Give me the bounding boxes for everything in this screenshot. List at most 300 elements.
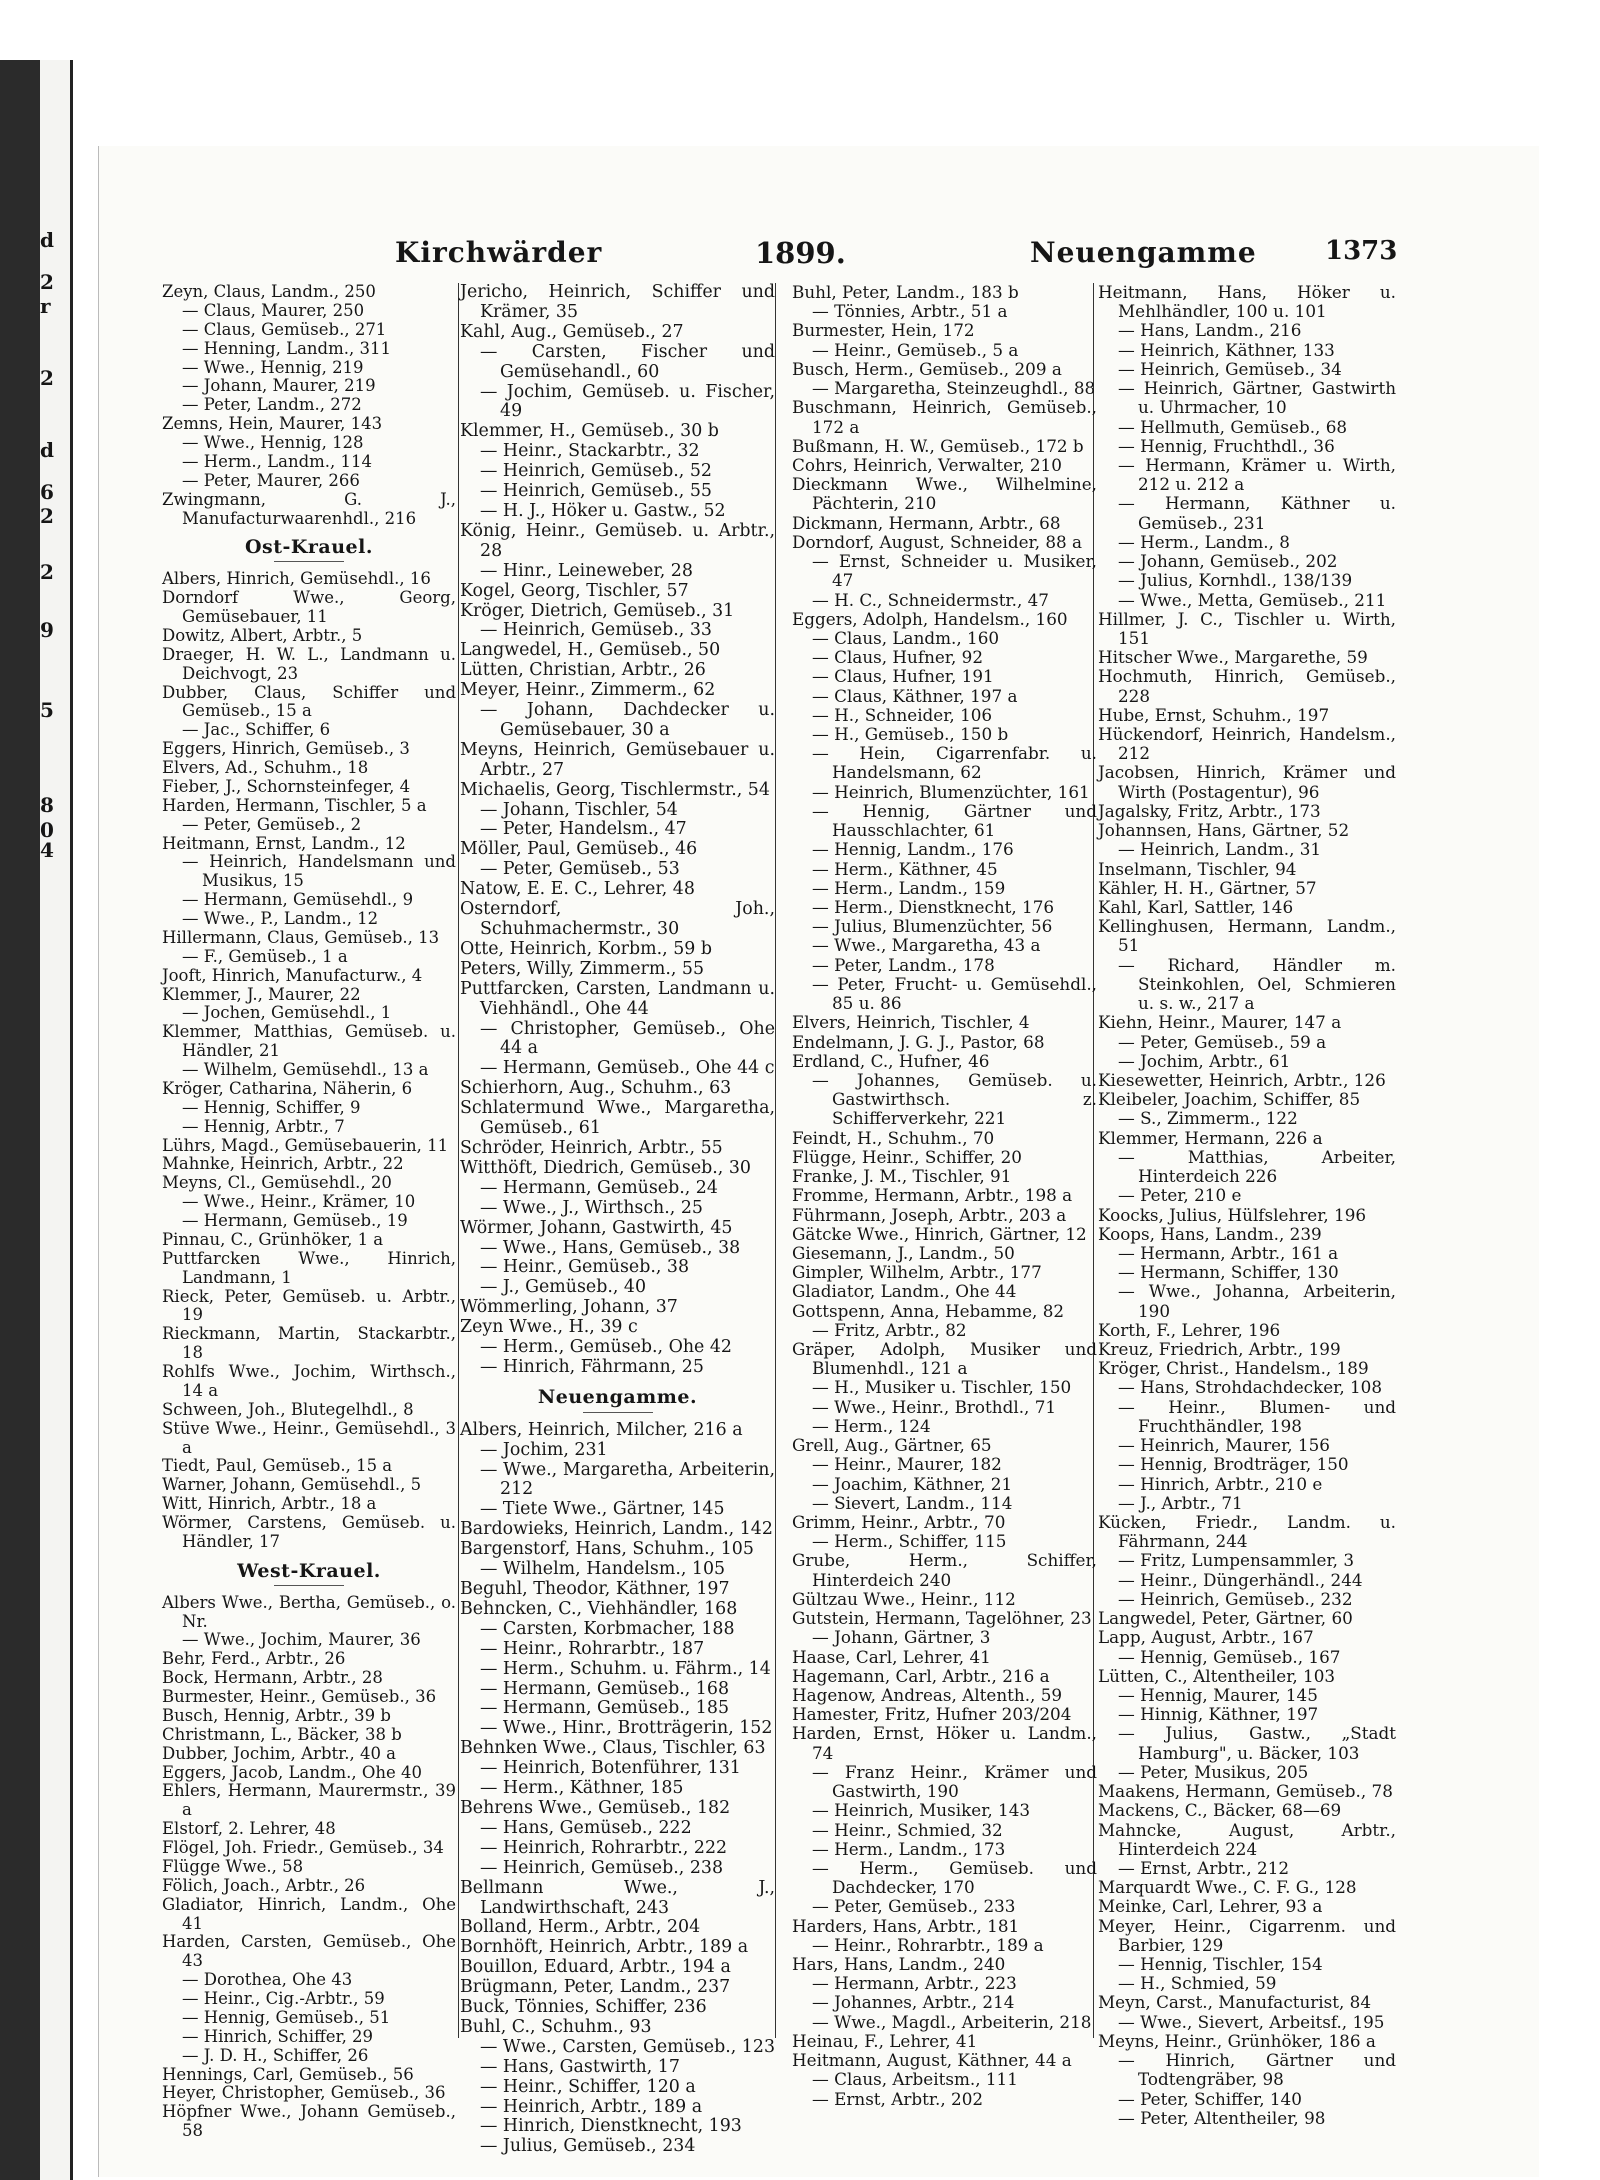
directory-entry: Dieckmann Wwe., Wilhelmine, Pächterin, 210 <box>792 474 1097 514</box>
directory-entry: Witthöft, Diedrich, Gemüseb., 30 <box>460 1157 751 1178</box>
directory-entry: — Wwe., Carsten, Gemüseb., 123 <box>480 2036 776 2057</box>
directory-entry: — Tiete Wwe., Gärtner, 145 <box>480 1499 725 1520</box>
directory-entry: — Heinrich, Gemüseb., 33 <box>480 620 712 641</box>
directory-column-1 <box>162 283 456 2141</box>
directory-entry: — Heinrich, Handelsmann und Musikus, 15 <box>182 852 456 891</box>
directory-entry: — Johann, Gemüseb., 202 <box>1118 551 1338 572</box>
directory-entry: Eggers, Jacob, Landm., Ohe 40 <box>162 1762 422 1782</box>
directory-entry: Klemmer, J., Maurer, 22 <box>162 984 361 1004</box>
directory-entry: — J., Arbtr., 71 <box>1118 1492 1243 1513</box>
directory-entry: Elstorf, 2. Lehrer, 48 <box>162 1819 336 1839</box>
directory-entry: — Wwe., Hennig, 128 <box>182 433 364 452</box>
directory-entry: Witt, Hinrich, Arbtr., 18 a <box>162 1494 377 1514</box>
directory-entry: — Heinrich, Gärtner, Gastwirth u. Uhrmacher, 10 <box>1118 378 1396 418</box>
directory-entry: — Johann, Maurer, 219 <box>182 376 376 396</box>
directory-entry: Kleibeler, Joachim, Schiffer, 85 <box>1098 1089 1361 1110</box>
directory-entry: — Heinrich, Gemüseb., 232 <box>1118 1588 1353 1609</box>
directory-entry: Kähler, H. H., Gärtner, 57 <box>1098 877 1317 898</box>
directory-entry: Hamester, Fritz, Hufner 203/204 <box>792 1704 1072 1725</box>
directory-entry: Hagenow, Andreas, Altenth., 59 <box>792 1684 1063 1705</box>
directory-entry: Kreuz, Friedrich, Arbtr., 199 <box>1098 1339 1341 1360</box>
directory-entry: — Peter, Gemüseb., 53 <box>480 859 680 880</box>
directory-entry: — Hennig, Arbtr., 7 <box>182 1116 345 1136</box>
directory-entry: Hillmer, J. C., Tischler u. Wirth, 151 <box>1098 608 1396 648</box>
directory-entry: Kröger, Dietrich, Gemüseb., 31 <box>460 600 735 621</box>
directory-entry: — Hermann, Gemüsehdl., 9 <box>182 890 414 910</box>
directory-entry: — Peter, Maurer, 266 <box>182 470 360 490</box>
directory-entry: Buhl, Peter, Landm., 183 b <box>792 282 1019 302</box>
directory-entry: — Peter, Landm., 272 <box>182 395 362 415</box>
directory-entry: Kröger, Catharina, Näherin, 6 <box>162 1078 413 1098</box>
directory-entry: — Heinr., Maurer, 182 <box>812 1454 1002 1475</box>
directory-entry: — Heinr., Düngerhändl., 244 <box>1118 1569 1363 1590</box>
directory-entry: — Hellmuth, Gemüseb., 68 <box>1118 416 1348 437</box>
directory-entry: Kücken, Friedr., Landm. u. Fährmann, 244 <box>1098 1512 1396 1552</box>
directory-entry: Ehlers, Hermann, Maurermstr., 39 a <box>162 1781 456 1820</box>
directory-entry: — Hennig, Schiffer, 9 <box>182 1097 361 1117</box>
directory-entry: Meyn, Carst., Manufacturist, 84 <box>1098 1992 1372 2013</box>
directory-entry: — Claus, Käthner, 197 a <box>812 685 1018 706</box>
directory-entry: — Heinrich, Käthner, 133 <box>1118 339 1335 360</box>
directory-entry: — Hennig, Gärtner und Hausschlachter, 61 <box>812 800 1097 841</box>
directory-entry: — Hans, Landm., 216 <box>1118 320 1302 341</box>
directory-entry: Albers, Hinrich, Gemüsehdl., 16 <box>162 569 431 589</box>
directory-entry: Bardowieks, Heinrich, Landm., 142 <box>460 1519 773 1540</box>
directory-entry: Langwedel, Peter, Gärtner, 60 <box>1098 1608 1353 1629</box>
margin-fragment: 5 <box>40 698 54 722</box>
section-heading: West-Krauel. <box>162 1562 456 1586</box>
directory-entry: — Heinr., Rohrarbtr., 187 <box>480 1638 705 1659</box>
directory-entry: Elvers, Ad., Schuhm., 18 <box>162 758 369 777</box>
directory-entry: Rieck, Peter, Gemüseb. u. Arbtr., 19 <box>162 1286 456 1325</box>
directory-entry: Lütten, Christian, Arbtr., 26 <box>460 660 706 681</box>
directory-entry: Zemns, Hein, Maurer, 143 <box>162 414 383 434</box>
directory-entry: — Wwe., Heinr., Brothdl., 71 <box>812 1396 1057 1417</box>
directory-entry: Zwingmann, G. J., Manufacturwaarenhdl., 216 <box>162 489 456 528</box>
directory-entry: — H. C., Schneidermstr., 47 <box>812 589 1049 610</box>
directory-entry: — Peter, Gemüseb., 59 a <box>1118 1031 1327 1052</box>
directory-entry: Dubber, Jochim, Arbtr., 40 a <box>162 1743 397 1763</box>
directory-entry: — Dorothea, Ohe 43 <box>182 1970 353 1990</box>
directory-entry: Meyer, Heinr., Zimmerm., 62 <box>460 680 716 701</box>
directory-entry: — Wwe., J., Wirthsch., 25 <box>480 1197 703 1218</box>
page-number: 1373 <box>1325 236 1398 266</box>
directory-entry: — Herm., Gemüseb., Ohe 42 <box>480 1337 732 1358</box>
directory-entry: — Hermann, Gemüseb., 24 <box>480 1177 718 1198</box>
directory-entry: Bornhöft, Heinrich, Arbtr., 189 a <box>460 1937 749 1958</box>
directory-entry: Lütten, C., Altentheiler, 103 <box>1098 1665 1336 1686</box>
directory-entry: Rieckmann, Martin, Stackarbtr., 18 <box>162 1324 456 1363</box>
margin-fragment: 8 <box>40 793 54 817</box>
directory-entry: — J. D. H., Schiffer, 26 <box>182 2045 369 2065</box>
directory-entry: — Heinrich, Arbtr., 189 a <box>480 2096 703 2117</box>
directory-entry: Gültzau Wwe., Heinr., 112 <box>792 1588 1016 1609</box>
directory-entry: — Heinr., Schmied, 32 <box>812 1819 1003 1840</box>
directory-entry: — Herm., Dienstknecht, 176 <box>812 897 1055 917</box>
directory-entry: Behnken Wwe., Claus, Tischler, 63 <box>460 1738 766 1759</box>
directory-entry: — H., Schmied, 59 <box>1118 1973 1277 1994</box>
directory-entry: Burmester, Heinr., Gemüseb., 36 <box>162 1687 437 1706</box>
directory-entry: Bolland, Herm., Arbtr., 204 <box>460 1917 701 1938</box>
directory-entry: Zeyn, Claus, Landm., 250 <box>162 282 376 301</box>
directory-entry: Heitmann, Ernst, Landm., 12 <box>162 833 406 853</box>
directory-entry: Kahl, Karl, Sattler, 146 <box>1098 897 1294 917</box>
directory-entry: — Margaretha, Steinzeughdl., 88 <box>812 378 1096 399</box>
directory-entry: Führmann, Joseph, Arbtr., 203 a <box>792 1204 1067 1225</box>
directory-entry: — Heinr., Blumen- und Fruchthändler, 198 <box>1118 1396 1396 1436</box>
directory-entry: — Heinr., Cig.-Arbtr., 59 <box>182 1989 385 2008</box>
directory-entry: — Heinrich, Musiker, 143 <box>812 1800 1031 1821</box>
directory-column-2 <box>460 283 775 2157</box>
directory-entry: Fieber, J., Schornsteinfeger, 4 <box>162 776 411 796</box>
directory-entry: Fölich, Joach., Arbtr., 26 <box>162 1875 366 1895</box>
directory-entry: Gottspenn, Anna, Hebamme, 82 <box>792 1300 1065 1321</box>
directory-entry: — Hermann, Gemüseb., 168 <box>480 1678 730 1699</box>
directory-entry: — Peter, Landm., 178 <box>812 954 995 975</box>
directory-entry: Warner, Johann, Gemüsehdl., 5 <box>162 1475 422 1495</box>
directory-entry: — Hinr., Leineweber, 28 <box>480 560 693 581</box>
directory-entry: Meyns, Cl., Gemüsehdl., 20 <box>162 1173 392 1193</box>
directory-entry: Flügge, Heinr., Schiffer, 20 <box>792 1146 1022 1167</box>
directory-entry: Wörmer, Johann, Gastwirth, 45 <box>460 1217 733 1238</box>
directory-entry: — Herm., Landm., 159 <box>812 877 1006 898</box>
directory-entry: — Peter, 210 e <box>1118 1185 1242 1206</box>
directory-entry: Hagemann, Carl, Arbtr., 216 a <box>792 1665 1050 1686</box>
directory-entry: Kahl, Aug., Gemüseb., 27 <box>460 321 684 342</box>
directory-entry: — Heinrich, Gemüseb., 52 <box>480 461 712 482</box>
directory-entry: Grimm, Heinr., Arbtr., 70 <box>792 1512 1006 1532</box>
directory-entry: Behrens Wwe., Gemüseb., 182 <box>460 1797 731 1818</box>
directory-entry: — Hinrich, Dienstknecht, 193 <box>480 2116 742 2137</box>
directory-entry: Zeyn Wwe., H., 39 c <box>460 1317 638 1338</box>
directory-entry: — Heinrich, Botenführer, 131 <box>480 1758 741 1779</box>
header-left-title: Kirchwärder <box>395 236 603 269</box>
directory-entry: — Carsten, Fischer und Gemüsehandl., 60 <box>480 341 775 382</box>
directory-entry: — Herm., Landm., 8 <box>1118 531 1290 552</box>
directory-entry: Behr, Ferd., Arbtr., 26 <box>162 1649 346 1669</box>
directory-entry: Harden, Carsten, Gemüseb., Ohe 43 <box>162 1932 456 1971</box>
margin-fragment: 6 <box>40 480 54 504</box>
directory-entry: — Heinr., Schiffer, 120 a <box>480 2076 696 2097</box>
directory-entry: — Herm., Käthner, 185 <box>480 1778 684 1799</box>
directory-entry: Burmester, Hein, 172 <box>792 320 975 341</box>
directory-entry: — Peter, Schiffer, 140 <box>1118 2088 1302 2109</box>
directory-entry: Möller, Paul, Gemüseb., 46 <box>460 839 698 860</box>
directory-entry: Endelmann, J. G. J., Pastor, 68 <box>792 1031 1045 1052</box>
directory-entry: König, Heinr., Gemüseb. u. Arbtr., 28 <box>460 520 775 561</box>
directory-entry: Fromme, Hermann, Arbtr., 198 a <box>792 1185 1073 1206</box>
directory-entry: Heinau, F., Lehrer, 41 <box>792 2030 978 2051</box>
directory-entry: — Wwe., Heinr., Krämer, 10 <box>182 1192 416 1212</box>
directory-entry: — Henning, Landm., 311 <box>182 338 391 358</box>
directory-entry: Harden, Ernst, Höker u. Landm., 74 <box>792 1723 1097 1763</box>
directory-entry: Dickmann, Hermann, Arbtr., 68 <box>792 512 1061 533</box>
directory-entry: — F., Gemüseb., 1 a <box>182 946 348 966</box>
directory-entry: Gätcke Wwe., Hinrich, Gärtner, 12 <box>792 1223 1087 1244</box>
directory-entry: Gladiator, Hinrich, Landm., Ohe 41 <box>162 1894 456 1933</box>
directory-entry: — Richard, Händler m. Steinkohlen, Oel, Schmieren u. s. w., 217 a <box>1118 954 1396 1014</box>
directory-entry: — J., Gemüseb., 40 <box>480 1277 647 1298</box>
margin-fragment: 0 <box>40 818 54 842</box>
directory-entry: Draeger, H. W. L., Landmann u. Deichvogt, 23 <box>162 644 456 683</box>
directory-entry: — Heinr., Gemüseb., 5 a <box>812 339 1019 360</box>
directory-entry: Schween, Joh., Blutegelhdl., 8 <box>162 1399 414 1419</box>
directory-entry: Maakens, Hermann, Gemüseb., 78 <box>1098 1781 1393 1802</box>
margin-fragment: 9 <box>40 618 54 642</box>
directory-entry: — Hermann, Gemüseb., Ohe 44 c <box>480 1058 775 1079</box>
directory-entry: Hückendorf, Heinrich, Handelsm., 212 <box>1098 724 1396 764</box>
running-header <box>300 236 1398 276</box>
directory-entry: Schröder, Heinrich, Arbtr., 55 <box>460 1137 723 1158</box>
directory-entry: Bock, Hermann, Arbtr., 28 <box>162 1668 383 1688</box>
directory-entry: Wömmerling, Johann, 37 <box>460 1297 678 1318</box>
directory-entry: Klemmer, Hermann, 226 a <box>1098 1127 1323 1148</box>
directory-entry: Buhl, C., Schuhm., 93 <box>460 2016 652 2037</box>
directory-entry: — Heinr., Gemüseb., 38 <box>480 1257 690 1278</box>
directory-entry: Hillermann, Claus, Gemüseb., 13 <box>162 927 440 947</box>
directory-entry: Buschmann, Heinrich, Gemüseb., 172 a <box>792 397 1097 437</box>
directory-entry: Meyns, Heinrich, Gemüsebauer u. Arbtr., 27 <box>460 739 775 780</box>
directory-entry: Otte, Heinrich, Korbm., 59 b <box>460 938 712 959</box>
directory-entry: — Hans, Gastwirth, 17 <box>480 2056 680 2077</box>
directory-entry: — Johann, Tischler, 54 <box>480 799 678 820</box>
directory-entry: Jericho, Heinrich, Schiffer und Krämer, 35 <box>460 282 775 322</box>
directory-entry: — Wwe., Magdl., Arbeiterin, 218 <box>812 2011 1092 2032</box>
directory-entry: — Herm., Schuhm. u. Fährm., 14 <box>480 1658 771 1679</box>
directory-entry: — Ernst, Arbtr., 212 <box>1118 1857 1290 1878</box>
directory-entry: — Peter, Gemüseb., 233 <box>812 1896 1016 1917</box>
directory-entry: Puttfarcken Wwe., Hinrich, Landmann, 1 <box>162 1248 456 1287</box>
directory-entry: — Jochim, Gemüseb. u. Fischer, 49 <box>480 381 775 422</box>
directory-entry: Heitmann, Hans, Höker u. Mehlhändler, 100 u. 101 <box>1098 282 1396 322</box>
directory-entry: Heitmann, August, Käthner, 44 a <box>792 2050 1072 2071</box>
directory-entry: Jacobsen, Hinrich, Krämer und Wirth (Postagentur), 96 <box>1098 762 1396 802</box>
directory-entry: Gutstein, Hermann, Tagelöhner, 23 <box>792 1608 1092 1629</box>
directory-entry: — Wilhelm, Handelsm., 105 <box>480 1559 726 1580</box>
directory-entry: — H., Gemüseb., 150 b <box>812 724 1009 745</box>
directory-entry: — Herm., Landm., 114 <box>182 451 373 471</box>
directory-entry: — Ernst, Arbtr., 202 <box>812 2088 984 2109</box>
directory-entry: — Heinrich, Landm., 31 <box>1118 839 1322 860</box>
directory-entry: Harden, Hermann, Tischler, 5 a <box>162 795 427 815</box>
directory-entry: Höpfner Wwe., Johann Gemüseb., 58 <box>162 2102 456 2141</box>
directory-entry: — Wwe., Margaretha, Arbeiterin, 212 <box>480 1459 775 1500</box>
directory-entry: — Hennig, Landm., 176 <box>812 839 1014 860</box>
directory-entry: — Hinrich, Fährmann, 25 <box>480 1356 704 1377</box>
directory-entry: Natow, E. E. C., Lehrer, 48 <box>460 879 695 900</box>
directory-entry: — Julius, Kornhdl., 138/139 <box>1118 570 1353 591</box>
directory-entry: — Hermann, Arbtr., 161 a <box>1118 1242 1339 1263</box>
column-rule <box>775 283 776 2038</box>
directory-entry: — Hermann, Schiffer, 130 <box>1118 1262 1339 1283</box>
directory-entry: Beguhl, Theodor, Käthner, 197 <box>460 1579 730 1599</box>
directory-entry: — Claus, Hufner, 191 <box>812 666 994 687</box>
directory-entry: Heyer, Christopher, Gemüseb., 36 <box>162 2083 446 2103</box>
directory-entry: Dubber, Claus, Schiffer und Gemüseb., 15 a <box>162 682 456 721</box>
directory-entry: Erdland, C., Hufner, 46 <box>792 1050 990 1071</box>
directory-entry: Meyns, Heinr., Grünhöker, 186 a <box>1098 2030 1376 2051</box>
directory-entry: — Claus, Landm., 160 <box>812 627 1000 648</box>
directory-entry: Koocks, Julius, Hülfslehrer, 196 <box>1098 1204 1367 1225</box>
directory-entry: Busch, Hennig, Arbtr., 39 b <box>162 1705 391 1725</box>
directory-entry: Kellinghusen, Hermann, Landm., 51 <box>1098 916 1396 956</box>
directory-entry: — Hans, Gemüseb., 222 <box>480 1817 692 1838</box>
directory-entry: Hube, Ernst, Schuhm., 197 <box>1098 704 1330 725</box>
directory-entry: — Johannes, Gemüseb. u. Gastwirthsch. z. Schifferverkehr, 221 <box>812 1069 1097 1129</box>
directory-entry: Kogel, Georg, Tischler, 57 <box>460 580 689 601</box>
directory-entry: Albers, Heinrich, Milcher, 216 a <box>460 1419 743 1440</box>
directory-entry: — Wwe., Hennig, 219 <box>182 357 364 377</box>
directory-entry: — Peter, Handelsm., 47 <box>480 819 687 840</box>
directory-entry: — Hermann, Käthner u. Gemüseb., 231 <box>1118 493 1396 533</box>
directory-entry: Lührs, Magd., Gemüsebauerin, 11 <box>162 1135 449 1155</box>
directory-entry: — Heinrich, Maurer, 156 <box>1118 1435 1330 1456</box>
directory-entry: Dowitz, Albert, Arbtr., 5 <box>162 625 363 645</box>
directory-entry: — Wwe., Jochim, Maurer, 36 <box>182 1630 421 1650</box>
directory-entry: — Hein, Cigarrenfabr. u. Handelsmann, 62 <box>812 743 1097 783</box>
directory-entry: — Hermann, Gemüseb., 185 <box>480 1698 730 1719</box>
directory-entry: — Jac., Schiffer, 6 <box>182 720 331 740</box>
directory-entry: Michaelis, Georg, Tischlermstr., 54 <box>460 779 770 800</box>
directory-entry: Hennings, Carl, Gemüseb., 56 <box>162 2064 414 2084</box>
section-heading: Neuengamme. <box>460 1388 775 1413</box>
directory-entry: — Hermann, Krämer u. Wirth, 212 u. 212 a <box>1118 454 1396 495</box>
directory-entry: — Wwe., Margaretha, 43 a <box>812 935 1041 956</box>
directory-entry: — Jochim, 231 <box>480 1439 608 1460</box>
directory-entry: Langwedel, H., Gemüseb., 50 <box>460 640 721 661</box>
directory-entry: Harders, Hans, Arbtr., 181 <box>792 1915 1020 1936</box>
directory-entry: — Hennig, Brodträger, 150 <box>1118 1454 1349 1475</box>
directory-entry: Hitscher Wwe., Margarethe, 59 <box>1098 647 1368 668</box>
directory-entry: Mahnke, Heinrich, Arbtr., 22 <box>162 1154 404 1174</box>
margin-fragment: 2 <box>40 366 54 390</box>
directory-entry: Bellmann Wwe., J., Landwirthschaft, 243 <box>460 1877 775 1918</box>
margin-fragment: 4 <box>40 838 54 862</box>
directory-entry: Meinke, Carl, Lehrer, 93 a <box>1098 1896 1323 1917</box>
header-right-title: Neuengamme <box>1030 236 1257 269</box>
directory-entry: — Heinr., Stackarbtr., 32 <box>480 441 700 462</box>
margin-fragment: d <box>40 438 54 462</box>
directory-entry: — Tönnies, Arbtr., 51 a <box>812 301 1008 322</box>
directory-entry: — Herm., Käthner, 45 <box>812 858 998 879</box>
directory-entry: — Matthias, Arbeiter, Hinterdeich 226 <box>1118 1146 1396 1187</box>
margin-fragment: d <box>40 228 54 252</box>
directory-entry: — Jochim, Arbtr., 61 <box>1118 1050 1291 1071</box>
directory-entry: — Ernst, Schneider u. Musiker, 47 <box>812 551 1097 591</box>
directory-entry: Eggers, Hinrich, Gemüseb., 3 <box>162 739 410 759</box>
directory-entry: Eggers, Adolph, Handelsm., 160 <box>792 608 1068 629</box>
directory-entry: Osterndorf, Joh., Schuhmachermstr., 30 <box>460 899 775 939</box>
directory-entry: Albers Wwe., Bertha, Gemüseb., o. Nr. <box>162 1592 456 1631</box>
directory-entry: — Herm., 124 <box>812 1415 931 1436</box>
directory-entry: — Peter, Frucht- u. Gemüsehdl., 85 u. 86 <box>812 973 1097 1014</box>
margin-fragment: r <box>40 294 51 318</box>
directory-entry: — Julius, Gemüseb., 234 <box>480 2136 696 2157</box>
directory-entry: Hars, Hans, Landm., 240 <box>792 1954 1006 1975</box>
directory-entry: Elvers, Heinrich, Tischler, 4 <box>792 1012 1030 1033</box>
directory-entry: Franke, J. M., Tischler, 91 <box>792 1166 1012 1187</box>
directory-entry: Klemmer, H., Gemüseb., 30 b <box>460 421 719 442</box>
directory-entry: Brügmann, Peter, Landm., 237 <box>460 1977 731 1998</box>
directory-entry: Grell, Aug., Gärtner, 65 <box>792 1435 992 1456</box>
directory-entry: — Heinr., Rohrarbtr., 189 a <box>812 1934 1044 1955</box>
directory-entry: Wörmer, Carstens, Gemüseb. u. Händler, 17 <box>162 1513 456 1551</box>
directory-entry: — Jochen, Gemüsehdl., 1 <box>182 1003 392 1023</box>
directory-entry: Puttfarcken, Carsten, Landmann u. Viehhändl., Ohe 44 <box>460 978 775 1019</box>
directory-entry: — Claus, Hufner, 92 <box>812 647 984 668</box>
directory-entry: Bargenstorf, Hans, Schuhm., 105 <box>460 1539 754 1560</box>
directory-entry: — Hermann, Arbtr., 223 <box>812 1973 1017 1994</box>
directory-entry: — Christopher, Gemüseb., Ohe 44 a <box>480 1018 775 1059</box>
directory-entry: Klemmer, Matthias, Gemüseb. u. Händler, 21 <box>162 1022 456 1061</box>
directory-entry: Gladiator, Landm., Ohe 44 <box>792 1281 1017 1302</box>
directory-entry: Korth, F., Lehrer, 196 <box>1098 1319 1281 1340</box>
directory-entry: Bußmann, H. W., Gemüseb., 172 b <box>792 435 1084 456</box>
directory-entry: Dorndorf, August, Schneider, 88 a <box>792 531 1083 552</box>
directory-entry: Mahncke, August, Arbtr., Hinterdeich 224 <box>1098 1819 1396 1859</box>
directory-entry: — Heinrich, Gemüseb., 55 <box>480 481 712 502</box>
directory-entry: — Hennig, Fruchthdl., 36 <box>1118 435 1335 456</box>
directory-entry: — Heinrich, Gemüseb., 238 <box>480 1857 724 1878</box>
directory-entry: — Wilhelm, Gemüsehdl., 13 a <box>182 1060 429 1079</box>
directory-entry: — Wwe., Sievert, Arbeitsf., 195 <box>1118 2011 1385 2032</box>
directory-entry: — Hennig, Gemüseb., 51 <box>182 2007 391 2027</box>
directory-entry: — Fritz, Lumpensammler, 3 <box>1118 1550 1355 1571</box>
directory-entry: Flögel, Joh. Friedr., Gemüseb., 34 <box>162 1838 444 1857</box>
directory-entry: Giesemann, J., Landm., 50 <box>792 1242 1015 1263</box>
directory-entry: Koops, Hans, Landm., 239 <box>1098 1223 1322 1244</box>
directory-entry: — Wwe., Hans, Gemüseb., 38 <box>480 1237 741 1258</box>
directory-entry: Peters, Willy, Zimmerm., 55 <box>460 958 705 979</box>
directory-entry: — Hennig, Gemüseb., 167 <box>1118 1646 1341 1667</box>
directory-entry: — Hinrich, Schiffer, 29 <box>182 2026 374 2046</box>
directory-entry: Hochmuth, Hinrich, Gemüseb., 228 <box>1098 666 1396 706</box>
directory-entry: Stüve Wwe., Heinr., Gemüsehdl., 3 a <box>162 1418 456 1457</box>
directory-entry: — Wwe., Metta, Gemüseb., 211 <box>1118 589 1387 610</box>
margin-fragment: 2 <box>40 560 54 584</box>
directory-entry: Gräper, Adolph, Musiker und Blumenhdl., 121 a <box>792 1339 1097 1379</box>
directory-entry: — Claus, Maurer, 250 <box>182 300 365 320</box>
directory-entry: Jagalsky, Fritz, Arbtr., 173 <box>1098 800 1321 821</box>
directory-entry: Bouillon, Eduard, Arbtr., 194 a <box>460 1957 731 1978</box>
directory-entry: — Claus, Arbeitsm., 111 <box>812 2069 1018 2090</box>
directory-entry: Johannsen, Hans, Gärtner, 52 <box>1098 820 1350 841</box>
directory-entry: Grube, Herm., Schiffer, Hinterdeich 240 <box>792 1550 1097 1590</box>
directory-entry: — Fritz, Arbtr., 82 <box>812 1319 967 1340</box>
directory-entry: Schierhorn, Aug., Schuhm., 63 <box>460 1078 732 1099</box>
section-heading: Ost-Krauel. <box>162 538 456 562</box>
directory-entry: — Hans, Strohdachdecker, 108 <box>1118 1377 1383 1398</box>
directory-entry: Flügge Wwe., 58 <box>162 1856 304 1876</box>
directory-entry: — Herm., Schiffer, 115 <box>812 1531 1007 1552</box>
directory-entry: Feindt, H., Schuhm., 70 <box>792 1127 995 1148</box>
directory-entry: Haase, Carl, Lehrer, 41 <box>792 1646 991 1667</box>
directory-entry: — Heinrich, Gemüseb., 34 <box>1118 358 1342 379</box>
directory-entry: Inselmann, Tischler, 94 <box>1098 858 1297 879</box>
margin-fragment: 2 <box>40 504 54 528</box>
directory-entry: — Hinrich, Arbtr., 210 e <box>1118 1473 1323 1494</box>
directory-entry: Behncken, C., Viehhändler, 168 <box>460 1598 738 1619</box>
directory-entry: — Claus, Gemüseb., 271 <box>182 319 387 339</box>
directory-entry: — Peter, Gemüseb., 2 <box>182 814 362 834</box>
directory-entry: — H., Schneider, 106 <box>812 704 993 725</box>
directory-entry: Christmann, L., Bäcker, 38 b <box>162 1724 402 1744</box>
directory-entry: — Hennig, Maurer, 145 <box>1118 1684 1318 1705</box>
book-gutter-shadow <box>0 60 40 2180</box>
directory-entry: — Carsten, Korbmacher, 188 <box>480 1618 735 1639</box>
directory-entry: — Wwe., Johanna, Arbeiterin, 190 <box>1118 1281 1396 1321</box>
directory-entry: — Julius, Gastw., „Stadt Hamburg", u. Bäcker, 103 <box>1118 1723 1396 1763</box>
